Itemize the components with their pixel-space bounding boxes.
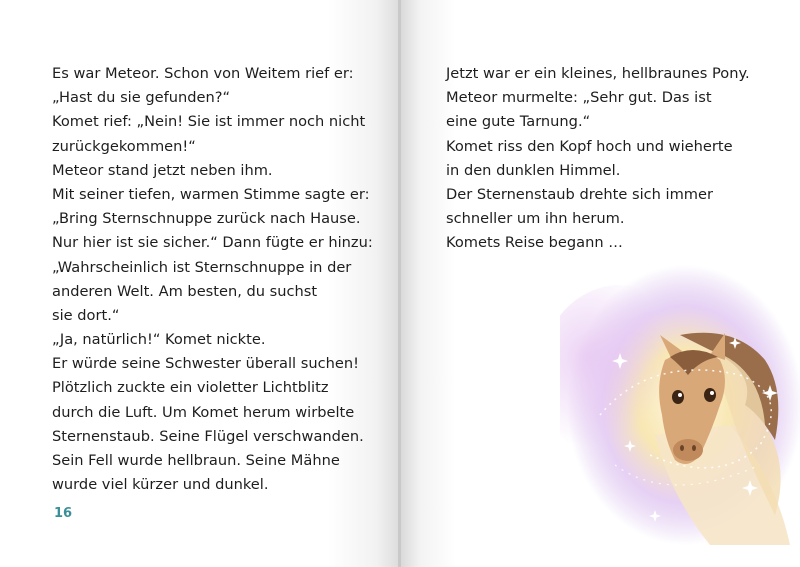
right-page [400, 0, 800, 567]
text-line: „Ja, natürlich!“ Komet nickte. [52, 331, 266, 349]
text-line: Komet rief: „Nein! Sie ist immer noch nicht [52, 113, 366, 131]
text-line: „Wahrscheinlich ist Sternschnuppe in der [52, 258, 352, 276]
text-line: Komet riss den Kopf hoch und wieherte [446, 137, 733, 155]
text-line: „Hast du sie gefunden?“ [52, 89, 231, 107]
text-line: wurde viel kürzer und dunkel. [52, 476, 269, 494]
text-line: zurückgekommen!“ [52, 137, 196, 155]
text-line: sie dort.“ [52, 306, 120, 324]
text-line: Jetzt war er ein kleines, hellbraunes Pony. [446, 65, 750, 82]
text-line: Sternenstaub. Seine Flügel verschwanden. [52, 427, 364, 445]
left-page-text [52, 62, 373, 497]
text-line: Nur hier ist sie sicher.“ Dann fügte er hinzu: [52, 234, 373, 252]
text-line: Sein Fell wurde hellbraun. Seine Mähne [52, 452, 340, 469]
pony-muzzle [673, 439, 703, 461]
book-spine [398, 0, 401, 567]
text-line: Plötzlich zuckte ein violetter Lichtblitz [52, 379, 329, 397]
text-line: in den dunklen Himmel. [446, 161, 621, 179]
text-line: „Bring Sternschnuppe zurück nach Hause. [52, 210, 361, 228]
text-line: anderen Welt. Am besten, du suchst [52, 282, 318, 300]
text-line: Er würde seine Schwester überall suchen! [52, 355, 359, 373]
right-page-text [446, 62, 750, 256]
text-line: Meteor stand jetzt neben ihm. [52, 161, 273, 179]
text-line: Der Sternenstaub drehte sich immer [446, 185, 714, 203]
page-number: 16 [54, 506, 73, 521]
text-line: Mit seiner tiefen, warmen Stimme sagte er: [52, 185, 370, 203]
pony-eye-right [704, 388, 716, 402]
text-line: Meteor murmelte: „Sehr gut. Das ist [446, 89, 712, 107]
text-line: durch die Luft. Um Komet herum wirbelte [52, 403, 355, 421]
pony-eye-left [672, 390, 684, 404]
text-line: eine gute Tarnung.“ [446, 113, 591, 131]
text-line: Es war Meteor. Schon von Weitem rief er: [52, 65, 354, 82]
text-line: schneller um ihn herum. [446, 210, 625, 228]
text-line: Komets Reise begann … [446, 234, 623, 252]
pony-illustration [560, 265, 800, 550]
